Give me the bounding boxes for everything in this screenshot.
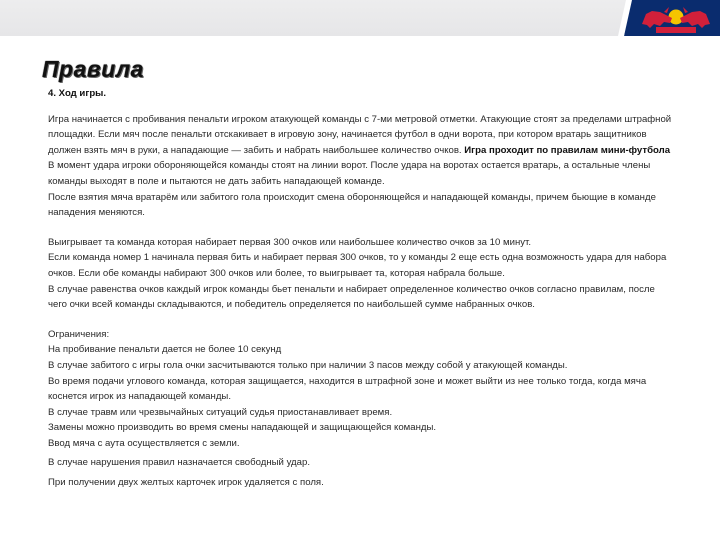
restriction-item: Замены можно производить во время смены нападающей и защищающейся команды.	[48, 422, 437, 434]
restrictions-heading: Ограничения:	[48, 328, 110, 340]
restriction-item: Ввод мяча с аута осуществляется с земли.	[48, 437, 240, 449]
paragraph-bold-tail: Игра проходит по правилам мини-футбола	[464, 144, 671, 156]
restriction-item: В случае травм или чрезвычайных ситуаций судья приостанавливает время.	[48, 406, 393, 418]
section-heading: 4. Ход игры.	[48, 88, 107, 99]
restriction-item-free-kick: В случае нарушения правил назначается свободный удар.	[48, 457, 310, 469]
page-title: Правила	[42, 56, 144, 82]
rules-body	[48, 86, 672, 491]
restriction-item: Во время подачи углового команда, которая защищается, находится в штрафной зоне и может выйти из нее только тогда, когда мяча коснется игрок из нападающей команды.	[48, 375, 647, 403]
red-bull-logo-icon	[636, 2, 716, 34]
restriction-item: На пробивание пенальти дается не более 10 секунд	[48, 344, 282, 356]
restriction-item-cards: При получении двух желтых карточек игрок удаляется с поля.	[48, 477, 324, 489]
paragraph-tiebreak: В случае равенства очков каждый игрок команды бьет пенальти и набирает определенное количество очков согласно правилам, после чего очки всей команды складываются, и победитель определяется по наибольшей сумме набранных очков.	[48, 283, 655, 311]
restriction-item: В случае забитого с игры гола очки засчитываются только при наличии 3 пасов между собой у атакующей команды.	[48, 359, 568, 371]
paragraph-game-start	[48, 112, 672, 159]
paragraph-text: Игра начинается с пробивания пенальти игроком атакующей команды с 7-ми метровой отметки. Атакующие стоят за пределами штрафной площадки. Если мяч после пенальти отскакивает в игровую зону, начинается футбол в одни ворота, при котором вратарь защитников должен взять мяч в руки, а нападающие — забить и набрать наибольшее количество очков.	[48, 113, 672, 156]
paragraph-winner: Выигрывает та команда которая набирает первая 300 очков или наибольшее количество очков за 10 минут.	[48, 236, 532, 248]
paragraph-switch: После взятия мяча вратарём или забитого гола происходит смена обороняющейся и нападающей команды, причем бьющие в команде нападения меняются.	[48, 191, 656, 219]
paragraph-extra-shot: Если команда номер 1 начинала первая бить и набирает первая 300 очков, то у команды 2 еще есть одна возможность удара для набора очков. Если обе команды набирают 300 очков или более, то выигрывает та, которая набрала больше.	[48, 252, 667, 279]
header-grey-band	[0, 0, 628, 36]
paragraph-defense: В момент удара игроки обороняющейся команды стоят на линии ворот. После удара на воротах остается вратарь, а остальные члены команды выходят в поле и пытаются не дать забить нападающей команде.	[48, 160, 651, 187]
header-bar	[0, 0, 720, 36]
